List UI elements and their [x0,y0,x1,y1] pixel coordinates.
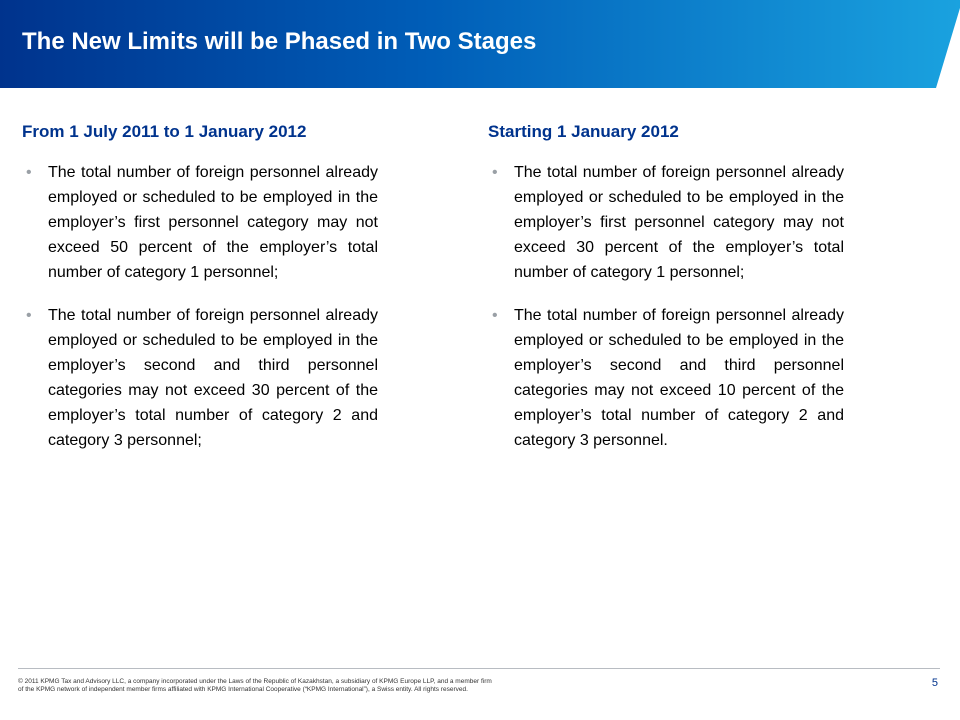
footer-divider [18,668,940,669]
copyright-line-1: © 2011 KPMG Tax and Advisory LLC, a company incorporated under the Laws of the Republic of Kazakhstan, a subsidiary of KPMG Europe LLP, and a member firm [18,678,492,685]
page-title: The New Limits will be Phased in Two Stages [22,28,537,55]
right-column-heading: Starting 1 January 2012 [488,122,679,141]
right-column [488,122,844,471]
left-bullet-list [22,160,378,453]
bullet-icon: • [492,307,498,324]
bullet-icon: • [492,164,498,181]
bullet-text: The total number of foreign personnel already employed or scheduled to be employed in the employer’s second and third personnel categories may not exceed 30 percent of the employer’s total number of category 2 and category 3 personnel; [48,307,378,449]
copyright-line-2: of the KPMG network of independent member firms affiliated with KPMG International Cooperative (“KPMG International”), a Swiss entity. All rights reserved. [18,686,468,693]
list-item [488,303,844,453]
left-column [22,122,378,471]
left-column-heading: From 1 July 2011 to 1 January 2012 [22,122,307,141]
right-bullet-list [488,160,844,453]
bullet-text: The total number of foreign personnel already employed or scheduled to be employed in the employer’s first personnel category may not exceed 30 percent of the employer’s total number of category 1 personnel; [514,164,844,281]
bullet-text: The total number of foreign personnel already employed or scheduled to be employed in the employer’s first personnel category may not exceed 50 percent of the employer’s total number of category 1 personnel; [48,164,378,281]
footer-copyright [18,678,618,694]
list-item [22,160,378,285]
list-item [488,160,844,285]
bullet-icon: • [26,307,32,324]
page-number: 5 [931,677,938,689]
list-item [22,303,378,453]
bullet-icon: • [26,164,32,181]
bullet-text: The total number of foreign personnel already employed or scheduled to be employed in the employer’s second and third personnel categories may not exceed 10 percent of the employer’s total number of category 2 and category 3 personnel. [514,307,844,449]
